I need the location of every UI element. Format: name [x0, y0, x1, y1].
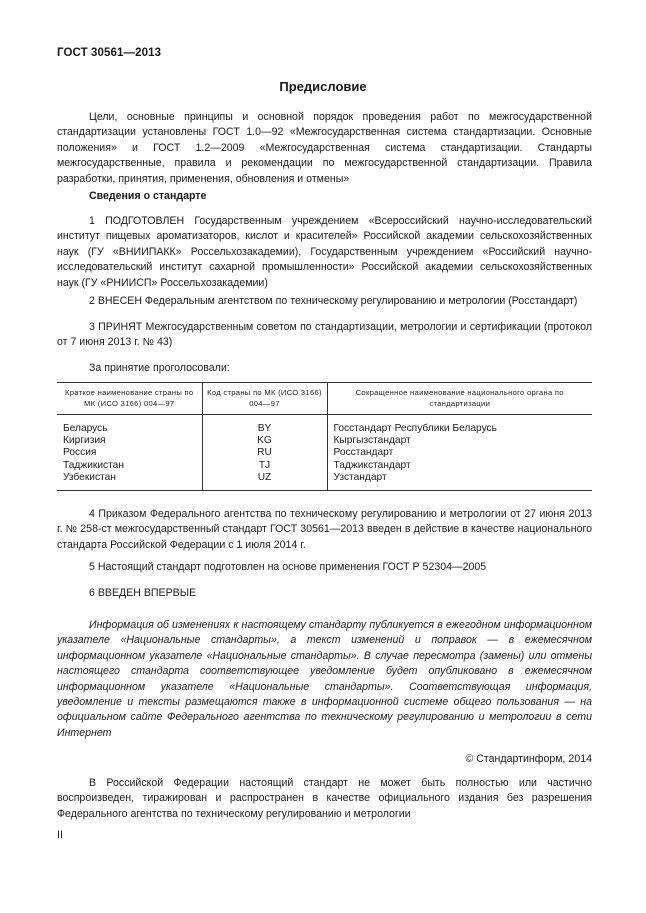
item-3-paragraph: 3 ПРИНЯТ Межгосударственным советом по стандартизации, метрологии и сертификации (протокол от 7 июня 2013 г. № 43) [57, 321, 592, 349]
table-row [57, 447, 592, 459]
code-cell: TJ [202, 460, 327, 472]
body-cell: Росстандарт [327, 447, 592, 459]
country-cell: Киргизия [63, 435, 106, 447]
country-cell: Беларусь [63, 423, 108, 434]
table-row [57, 415, 592, 436]
item-6-paragraph: 6 ВВЕДЕН ВПЕРВЫЕ [89, 587, 197, 599]
copyright-line: © Стандартинформ, 2014 [465, 753, 592, 765]
code-cell: KG [202, 435, 327, 447]
info-heading: Сведения о стандарте [89, 190, 207, 202]
body-cell: Кыргызстандарт [327, 435, 592, 447]
page-number: II [57, 829, 63, 841]
item-5-paragraph: 5 Настоящий стандарт подготовлен на основе применения ГОСТ Р 52304—2005 [89, 561, 487, 573]
code-cell: BY [202, 415, 327, 436]
code-cell: RU [202, 447, 327, 459]
item-2-paragraph: 2 ВНЕСЕН Федеральным агентством по техническому регулированию и метрологии (Росстандарт) [89, 295, 578, 307]
item-4-paragraph: 4 Приказом Федерального агентства по техническому регулированию и метрологии от 27 июня 2013 г. № 258-ст межгосударственный стандарт ГОСТ 30561—2013 введен в действие в качестве национального стандарта Российской Федерации с 1 июля 2014 г. [57, 508, 592, 551]
table-row [57, 472, 592, 491]
country-cell: Россия [63, 447, 97, 459]
document-id-header: ГОСТ 30561—2013 [57, 47, 162, 59]
table-row [57, 435, 592, 447]
voted-label: За принятие проголосовали: [89, 362, 230, 374]
table-header-code: Код страны по МК (ИСО 3166) 004—97 [202, 383, 327, 415]
country-cell: Узбекистан [57, 472, 202, 491]
table-header-body: Сокращенное наименование национального органа по стандартизации [327, 383, 592, 415]
voting-countries-table [57, 382, 592, 491]
table-row [57, 460, 592, 472]
page-title: Предисловие [279, 79, 367, 94]
restriction-paragraph: В Российской Федерации настоящий стандарт не может быть полностью или частично воспроизведен, тиражирован и распространен в качестве официального издания без разрешения Федерального агентства по техническому регулированию и метрологии [57, 777, 592, 820]
body-cell: Госстандарт Республики Беларусь [327, 415, 592, 436]
body-cell: Узстандарт [327, 472, 592, 491]
changes-notice-paragraph: Информация об изменениях к настоящему стандарту публикуется в ежегодном информационном указателе «Национальные стандарты», а текст изменений и поправок — в ежемесячном информационном указателе «Национальные стандарты». В случае пересмотра (замены) или отмены настоящего стандарта соответствующее уведомление будет опубликовано в ежемесячном информационном указателе «Национальные стандарты». Соответствующая информация, уведомление и тексты размещаются также в информационной системе общего пользования — на официальном сайте Федерального агентства по техническому регулированию и метрологии в сети Интернет [57, 619, 592, 739]
body-cell: Таджикстандарт [327, 460, 592, 472]
item-1-paragraph: 1 ПОДГОТОВЛЕН Государственным учреждением «Всероссийский научно-исследовательский институт пищевых ароматизаторов, кислот и красителей» Российской академии сельскохозяйственных наук (ГУ «ВНИИПАКК» Россельхозакадемии), Государственным учреждением «Российский научно-исследовательский институт сахарной промышленности» Российской академии сельскохозяйственных наук (ГУ «РНИИСП» Россельхозакадемии) [57, 215, 592, 289]
table-header-row [57, 383, 592, 415]
code-cell: UZ [202, 472, 327, 491]
country-cell: Таджикистан [63, 459, 124, 471]
intro-paragraph: Цели, основные принципы и основной порядок проведения работ по межгосударственной стандартизации установлены ГОСТ 1.0—92 «Межгосударственная система стандартизации. Основные положения» и ГОСТ 1.2—2009 «Межгосударственная система стандартизации. Стандарты межгосударственные, правила и рекомендации по межгосударственной стандартизации. Правила разработки, принятия, применения, обновления и отмены» [57, 111, 592, 185]
table-header-country: Краткое наименование страны по МК (ИСО 3166) 004—97 [57, 383, 202, 415]
